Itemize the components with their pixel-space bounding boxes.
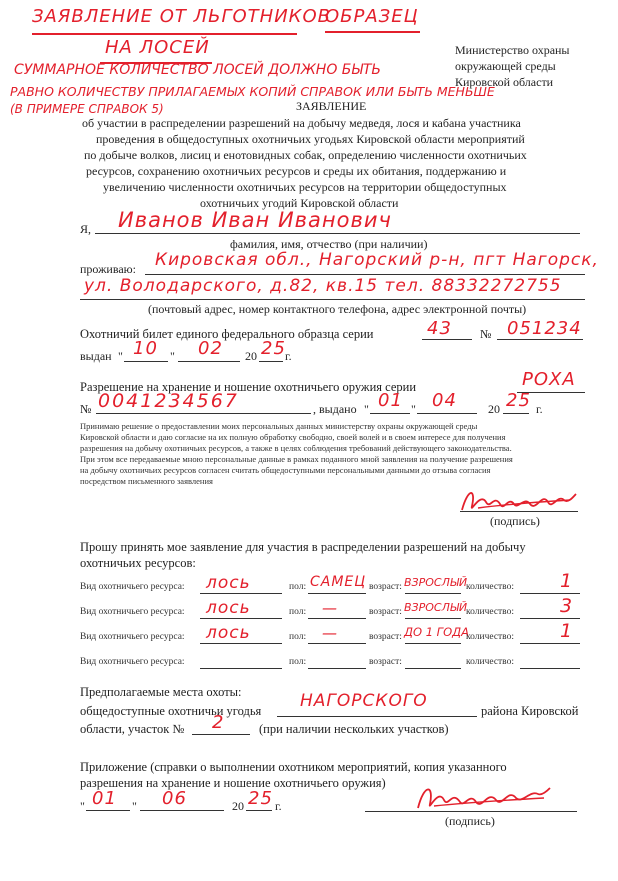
sex-rule [308,668,366,669]
request-line2: охотничьих ресурсов: [80,556,196,570]
footer-quote-open: " [80,799,85,813]
addressee-line3: Кировской области [455,75,554,89]
resource-value[interactable]: лось [206,623,251,643]
annotation-sample-underline [325,31,420,33]
signature-caption-1: (подпись) [490,514,540,528]
attachment-line2: разрешения на хранение и ношение охотничьего оружия) [80,776,386,790]
annotation-sample: ОБРАЗЕЦ [325,6,419,27]
quantity-value[interactable]: 3 [560,595,574,617]
quantity-value[interactable]: 1 [560,570,574,592]
resource-value[interactable]: лось [206,598,251,618]
plot-value[interactable]: 2 [212,712,225,733]
resource-label: Вид охотничьего ресурса: [80,607,185,617]
age-label: возраст: [369,607,402,617]
places-line1-prefix: общедоступные охотничьи угодья [80,704,262,718]
permit-series[interactable]: РОХА [522,369,576,390]
addressee-line1: Министерство охраны [455,43,570,57]
permit-year-prefix: 20 [488,402,500,416]
quantity-label: количество: [466,657,514,667]
quantity-label: количество: [466,607,514,617]
ticket-number[interactable]: 051234 [507,318,582,339]
plot-rule [192,734,250,735]
signature-mark-2 [412,780,552,816]
ticket-issued-label: выдан [80,349,112,363]
permit-month[interactable]: 04 [432,390,457,411]
ticket-series-rule [422,339,472,340]
consent-line4: При этом все передаваемые мною персональные данные в рамках поданного мной заявления на получение разрешения [80,454,513,464]
permit-day[interactable]: 01 [378,390,403,411]
footer-quote-close: " [132,799,137,813]
permit-number-rule [96,413,311,414]
permit-day-rule [370,413,410,414]
places-line2-prefix: области, участок № [80,722,185,736]
permit-month-rule [417,413,477,414]
resource-rule [200,618,282,619]
ticket-number-sign: № [480,327,492,341]
ticket-number-rule [497,339,583,340]
permit-number-sign: № [80,402,92,416]
resource-rule [200,643,282,644]
address-line2[interactable]: ул. Володарского, д.82, кв.15 тел. 88332272755 [84,276,562,296]
applicant-name[interactable]: Иванов Иван Иванович [118,208,392,232]
ticket-quote-close: " [170,349,175,363]
age-value[interactable]: ВЗРОСЛЫЙ [404,576,468,589]
statement-body-line6: охотничьих угодий Кировской области [200,196,399,210]
annotation-note-line2: РАВНО КОЛИЧЕСТВУ ПРИЛАГАЕМЫХ КОПИЙ СПРАВОК ИЛИ БЫТЬ МЕНЬШЕ [10,84,495,99]
request-line1: Прошу принять мое заявление для участия в распределении разрешений на добычу [80,540,526,554]
statement-body-line2: проведения в общедоступных охотничьих угодьях Кировской области мероприятий [96,132,525,146]
ticket-text: Охотничий билет единого федерального образца серии [80,327,374,341]
address-caption: (почтовый адрес, номер контактного телефона, адрес электронной почты) [148,302,527,316]
permit-text: Разрешение на хранение и ношение охотничьего оружия серии [80,380,417,394]
applicant-name-line [95,233,580,234]
footer-year[interactable]: 25 [248,788,273,809]
ticket-year[interactable]: 25 [261,338,286,359]
ticket-series[interactable]: 43 [427,318,452,339]
sex-label: пол: [289,632,307,642]
quantity-rule [520,618,580,619]
sex-value[interactable]: — [322,624,338,642]
residence-label: проживаю: [80,262,136,276]
permit-quote-close: " [411,402,416,416]
sex-label: пол: [289,582,307,592]
sex-label: пол: [289,657,307,667]
ticket-day[interactable]: 10 [133,338,158,359]
sex-value[interactable]: САМЕЦ [310,574,367,590]
permit-issued-label: , выдано [313,402,357,416]
applicant-name-caption: фамилия, имя, отчество (при наличии) [230,237,428,251]
age-rule [405,593,461,594]
statement-body-line4: ресурсов, сохранению охотничьих ресурсов и среды их обитания, поддержанию и [86,164,507,178]
address-line1-rule [145,274,585,275]
statement-body-line3: по добыче волков, лисиц и енотовидных собак, определению численности охотничьих [84,148,527,162]
places-line1-suffix: района Кировской [481,704,579,718]
district-rule [277,716,477,717]
age-rule [405,618,461,619]
statement-heading: ЗАЯВЛЕНИЕ [296,99,367,113]
resource-rule [200,593,282,594]
ticket-year-prefix: 20 [245,349,257,363]
footer-day[interactable]: 01 [92,788,117,809]
resource-label: Вид охотничьего ресурса: [80,582,185,592]
footer-day-rule [86,810,130,811]
resource-value[interactable]: лось [206,573,251,593]
age-label: возраст: [369,632,402,642]
sex-rule [308,618,366,619]
statement-body-line1: об участии в распределении разрешений на добычу медведя, лося и кабана участника [82,116,521,130]
quantity-rule [520,643,580,644]
footer-year-suffix: г. [275,799,282,813]
annotation-title-line2: НА ЛОСЕЙ [105,37,210,58]
permit-year[interactable]: 25 [506,390,531,411]
consent-line5: на добычу охотничьих ресурсов согласен считать общедоступными персональными данными до отзыва согласия [80,465,491,475]
places-line2-suffix: (при наличии нескольких участков) [259,722,449,736]
quantity-rule [520,668,580,669]
sex-rule [308,593,366,594]
consent-line1: Принимаю решение о предоставлении моих персональных данных министерству охраны окружающей среды [80,421,478,431]
ticket-month[interactable]: 02 [198,338,223,359]
permit-number[interactable]: 0041234567 [98,390,239,412]
annotation-underline [32,33,297,35]
quantity-label: количество: [466,632,514,642]
ticket-day-rule [124,361,168,362]
signature-caption-2: (подпись) [445,814,495,828]
footer-month-rule [140,810,224,811]
annotation-note-line1: СУММАРНОЕ КОЛИЧЕСТВО ЛОСЕЙ ДОЛЖНО БЫТЬ [14,62,382,78]
quantity-value[interactable]: 1 [560,620,574,642]
age-label: возраст: [369,582,402,592]
age-value[interactable]: ДО 1 ГОДА [404,625,469,639]
sex-rule [308,643,366,644]
permit-quote-open: " [364,402,369,416]
address-line1[interactable]: Кировская обл., Нагорский р-н, пгт Нагорск, [155,250,599,270]
ticket-year-rule [259,361,283,362]
statement-body-line5: увеличению численности охотничьих ресурсов на территории общедоступных [103,180,507,194]
addressee-line2: окружающей среды [455,59,556,73]
district-value[interactable]: НАГОРСКОГО [300,691,428,711]
permit-year-suffix: г. [536,402,543,416]
footer-month[interactable]: 06 [162,788,187,809]
age-rule [405,643,461,644]
resource-label: Вид охотничьего ресурса: [80,657,185,667]
address-line2-rule [80,299,585,300]
consent-line6: посредством письменного заявления [80,476,213,486]
age-rule [405,668,461,669]
ticket-month-rule [178,361,240,362]
signature-mark-1 [458,484,578,518]
age-label: возраст: [369,657,402,667]
permit-year-rule [503,413,529,414]
resource-label: Вид охотничьего ресурса: [80,632,185,642]
ticket-quote-open: " [118,349,123,363]
attachment-line1: Приложение (справки о выполнении охотником мероприятий, копия указанного [80,760,507,774]
consent-line3: разрешения на добычу охотничьих ресурсов, а также в целях соблюдения требований действующего законодательства. [80,443,512,453]
sex-label: пол: [289,607,307,617]
age-value[interactable]: ВЗРОСЛЫЙ [404,601,468,614]
sex-value[interactable]: — [322,599,338,617]
footer-year-prefix: 20 [232,799,244,813]
consent-line2: Кировской области и даю согласие на их полную обработку свободно, своей волей и в своем интересе для получения [80,432,506,442]
ticket-year-suffix: г. [285,349,292,363]
resource-rule [200,668,282,669]
quantity-rule [520,593,580,594]
applicant-prefix: Я, [80,222,92,236]
places-heading: Предполагаемые места охоты: [80,685,242,699]
annotation-note-line3: (В ПРИМЕРЕ СПРАВОК 5) [10,102,164,116]
annotation-title-line1: ЗАЯВЛЕНИЕ ОТ ЛЬГОТНИКОВ [32,6,331,27]
footer-year-rule [246,810,272,811]
quantity-label: количество: [466,582,514,592]
